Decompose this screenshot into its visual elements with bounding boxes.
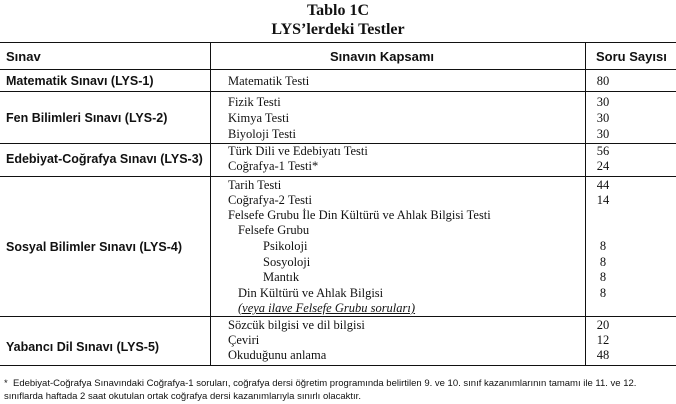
count-item: 20	[596, 318, 610, 332]
test-item: Sosyoloji	[263, 255, 311, 269]
count-item: 8	[599, 270, 607, 284]
test-item: Biyoloji Testi	[228, 127, 296, 141]
header-sinav: Sınav	[6, 49, 41, 64]
test-item: Okuduğunu anlama	[228, 348, 327, 362]
count-item: 24	[596, 159, 610, 173]
count-item: 30	[596, 111, 610, 125]
footnote	[4, 377, 672, 403]
count-item: 30	[596, 95, 610, 109]
test-item: Coğrafya-2 Testi	[228, 193, 312, 207]
row-label-lys4: Sosyal Bilimler Sınavı (LYS-4)	[6, 240, 182, 254]
test-item-optional: (veya ilave Felsefe Grubu soruları)	[238, 301, 416, 315]
row-label-lys2: Fen Bilimleri Sınavı (LYS-2)	[6, 111, 168, 125]
rule-top	[0, 42, 676, 43]
footnote-marker: *	[4, 378, 8, 389]
test-item: Felsefe Grubu İle Din Kültürü ve Ahlak Bilgisi Testi	[228, 208, 491, 222]
count-item: 8	[599, 255, 607, 269]
test-item: Sözcük bilgisi ve dil bilgisi	[228, 318, 365, 332]
rule-lys4	[0, 316, 676, 317]
row-label-lys5: Yabancı Dil Sınavı (LYS-5)	[6, 340, 160, 354]
header-soru: Soru Sayısı	[596, 49, 667, 64]
count-item: 48	[596, 348, 610, 362]
vline-left	[210, 42, 211, 366]
test-item: Mantık	[263, 270, 300, 284]
test-item: Psikoloji	[263, 239, 308, 253]
table-caption: LYS’lerdeki Testler	[271, 21, 405, 38]
count-item: 80	[596, 74, 610, 88]
count-item: 44	[596, 178, 610, 192]
row-label-lys1: Matematik Sınavı (LYS-1)	[6, 74, 154, 88]
test-item: Türk Dili ve Edebiyatı Testi	[228, 144, 368, 158]
footnote-text: Edebiyat-Coğrafya Sınavındaki Coğrafya-1 soruları, coğrafya dersi öğretim programında belirtilen 9. ve 10. sınıf kazanımlarının tamamı ile 11. ve 12. sınıflarda haftada 2 saat okutulan ortak coğrafya dersi kazanımlarıyla sınırlı olacaktır.	[4, 378, 637, 402]
test-item: Fizik Testi	[228, 95, 281, 109]
test-item: Çeviri	[228, 333, 260, 347]
count-item: 8	[599, 239, 607, 253]
test-item: Coğrafya-1 Testi*	[228, 159, 319, 173]
count-item: 14	[596, 193, 610, 207]
header-kapsam: Sınavın Kapsamı	[330, 49, 435, 64]
rule-lys1	[0, 91, 676, 92]
rule-lys3	[0, 176, 676, 177]
row-label-lys3: Edebiyat-Coğrafya Sınavı (LYS-3)	[6, 152, 203, 166]
test-item: Din Kültürü ve Ahlak Bilgisi	[238, 286, 384, 300]
count-item: 8	[599, 286, 607, 300]
test-item: Tarih Testi	[228, 178, 282, 192]
table-number: Tablo 1C	[306, 2, 370, 19]
test-item: Matematik Testi	[228, 74, 310, 88]
rule-header	[0, 69, 676, 70]
test-item: Felsefe Grubu	[238, 223, 310, 237]
count-item: 56	[596, 144, 610, 158]
rule-bottom	[0, 365, 676, 366]
count-item: 30	[596, 127, 610, 141]
test-item: Kimya Testi	[228, 111, 290, 125]
count-item: 12	[596, 333, 610, 347]
